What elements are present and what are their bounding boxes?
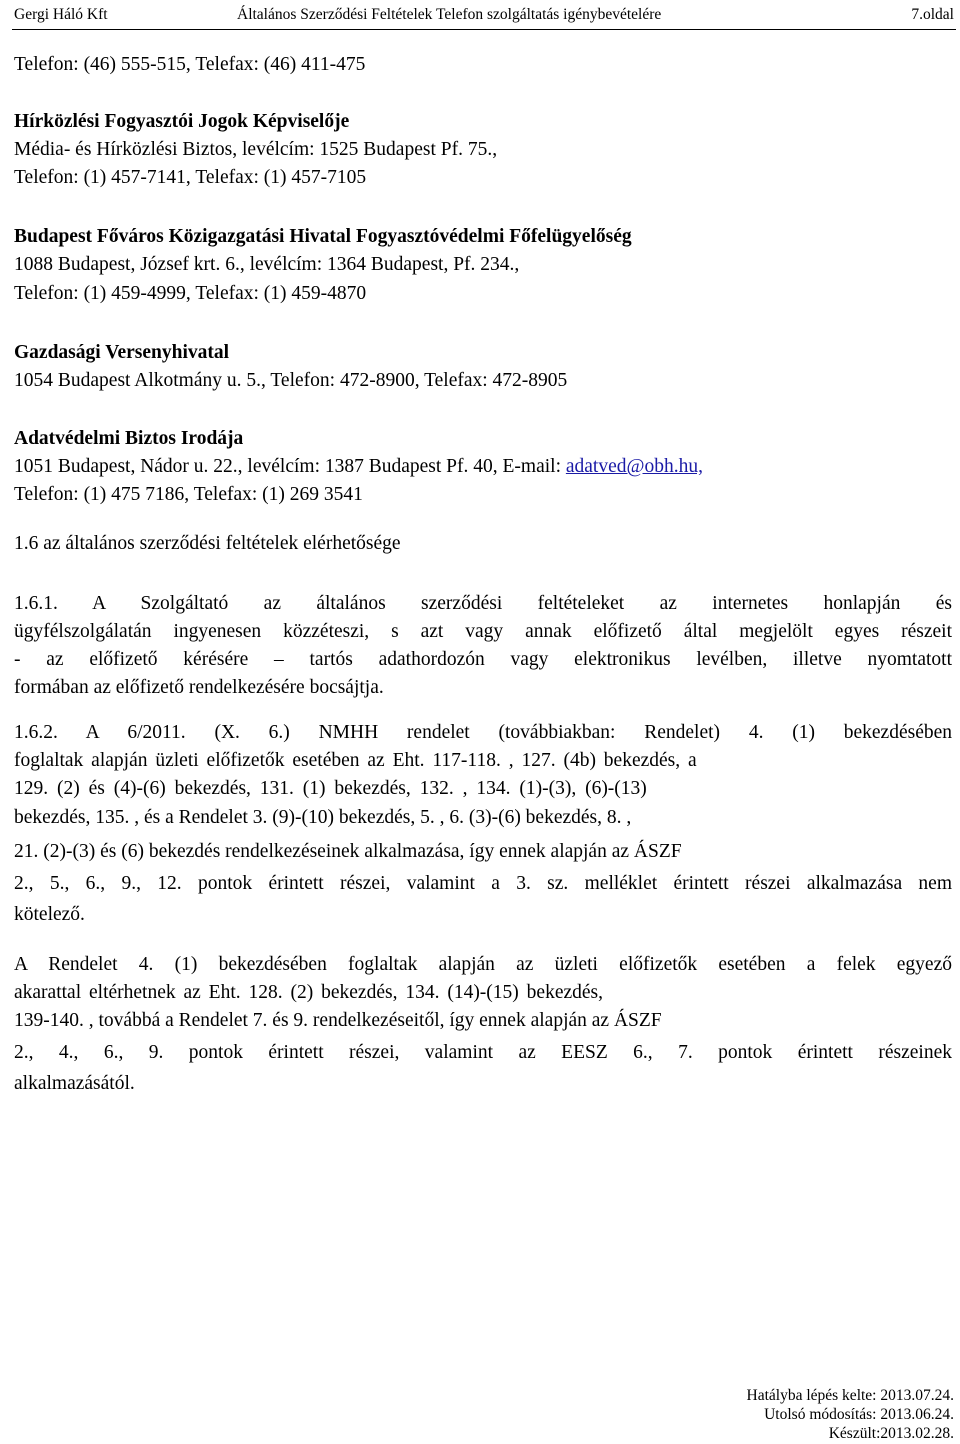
abi-address-text: 1051 Budapest, Nádor u. 22., levélcím: 1387 Budapest Pf. 40, E-mail: [14,456,566,477]
bfkh-name: Budapest Főváros Közigazgatási Hivatal Fogyasztóvédelmi Főfelügyelőség [14,226,632,247]
bfkh-address: 1088 Budapest, József krt. 6., levélcím: 1364 Budapest, Pf. 234., [14,254,520,275]
nmhh-name: Hírközlési Fogyasztói Jogok Képviselője [14,111,350,132]
page-header [0,4,960,26]
p3-line: akarattal eltérhetnek az Eht. 128. (2) bekezdés, 134. (14)-(15) bekezdés, [14,982,603,1003]
header-divider [12,29,956,30]
header-company: Gergi Háló Kft [14,6,108,23]
p3-line: A Rendelet 4. (1) bekezdésében foglaltak alapján az üzleti előfizetők esetében a felek egyező [14,954,952,975]
section-heading: 1.6 az általános szerződési feltételek elérhetősége [14,533,401,554]
gvh-name: Gazdasági Versenyhivatal [14,342,230,363]
p2-line: bekezdés, 135. , és a Rendelet 3. (9)-(10) bekezdés, 5. , 6. (3)-(6) bekezdés, 8. , [14,807,632,828]
p2-line: kötelező. [14,904,85,925]
gvh-address: 1054 Budapest Alkotmány u. 5., Telefon: 472-8900, Telefax: 472-8905 [14,370,568,391]
abi-email-link[interactable]: adatved@obh.hu, [565,456,703,477]
p2-line: 129. (2) és (4)-(6) bekezdés, 131. (1) bekezdés, 132. , 134. (1)-(3), (6)-(13) [14,778,647,799]
p2-line: foglaltak alapján üzleti előfizetők esetében az Eht. 117-118. , 127. (4b) bekezdés, a [14,750,697,771]
p3-line: alkalmazásától. [14,1073,135,1094]
header-page-number: 7.oldal [911,6,954,23]
prev-contact-phone: Telefon: (46) 555-515, Telefax: (46) 411-475 [14,54,366,75]
p1-line: - az előfizető kérésére – tartós adathordozón vagy elektronikus levélben, illetve nyomtatott [14,649,952,670]
nmhh-phone: Telefon: (1) 457-7141, Telefax: (1) 457-7105 [14,167,367,188]
header-title: Általános Szerződési Feltételek Telefon szolgáltatás igénybevételére [237,6,662,23]
p2-line: 2., 5., 6., 9., 12. pontok érintett részei, valamint a 3. sz. melléklet érintett részei alkalmazása nem [14,873,952,894]
p3-line: 139-140. , továbbá a Rendelet 7. és 9. rendelkezéseitől, így ennek alapján az ÁSZF [14,1010,662,1031]
footer-effective-date: Hatályba lépés kelte: 2013.07.24. [746,1387,954,1404]
footer-modified-date: Utolsó módosítás: 2013.06.24. [764,1406,954,1423]
p2-line: 1.6.2. A 6/2011. (X. 6.) NMHH rendelet (továbbiakban: Rendelet) 4. (1) bekezdésében [14,722,952,743]
abi-name: Adatvédelmi Biztos Irodája [14,428,244,449]
abi-address [14,454,703,480]
p3-line: 2., 4., 6., 9. pontok érintett részei, valamint az EESZ 6., 7. pontok érintett részeinek [14,1042,952,1063]
p1-line: ügyfélszolgálatán ingyenesen közzéteszi, s azt vagy annak előfizető által megjelölt egyes részeit [14,621,952,642]
p1-line: 1.6.1. A Szolgáltató az általános szerződési feltételeket az internetes honlapján és [14,593,952,614]
bfkh-phone: Telefon: (1) 459-4999, Telefax: (1) 459-4870 [14,283,367,304]
abi-phone: Telefon: (1) 475 7186, Telefax: (1) 269 3541 [14,484,363,505]
p1-line: formában az előfizető rendelkezésére bocsájtja. [14,677,384,698]
nmhh-address: Média- és Hírközlési Biztos, levélcím: 1525 Budapest Pf. 75., [14,139,498,160]
footer-created-date: Készült:2013.02.28. [828,1425,954,1442]
p2-line: 21. (2)-(3) és (6) bekezdés rendelkezéseinek alkalmazása, így ennek alapján az ÁSZF [14,841,682,862]
